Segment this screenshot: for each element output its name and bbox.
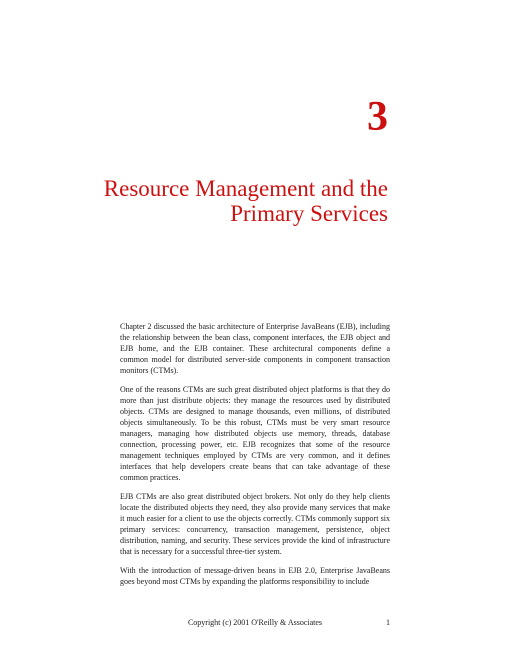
paragraph-3: EJB CTMs are also great distributed object brokers. Not only do they help clients locate the distributed objects they need, they also provide many services that make it much easier for a client to use the objects correctly. CTMs commonly support six primary services: concurrency, transaction management, persistence, object distribution, naming, and security. These services provide the kind of infrastructure that is necessary for a successful three-tier system. — [120, 492, 390, 556]
paragraph-2: One of the reasons CTMs are such great distributed object platforms is that they do more than just distribute objects: they manage the resources used by distributed objects. CTMs are designed to manage thousands, even millions, of distributed objects simultaneously. To be this robust, CTMs must be very smart resource managers, managing how distributed objects use memory, threads, database connection, processing power, etc. EJB recognizes that some of the resource management techniques employed by CTMs are very common, and it defines interfaces that help developers create beans that can take advantage of these common practices. — [120, 385, 390, 482]
chapter-title-line-2: Primary Services — [230, 201, 388, 226]
page-number: 1 — [386, 618, 390, 627]
chapter-number: 3 — [367, 94, 388, 140]
paragraph-4: With the introduction of message-driven beans in EJB 2.0, Enterprise JavaBeans goes beyond most CTMs by expanding the platforms responsibility to include — [120, 566, 390, 586]
chapter-title-line-1: Resource Management and the — [103, 176, 388, 201]
body-text — [120, 321, 390, 595]
paragraph-1: Chapter 2 discussed the basic architecture of Enterprise JavaBeans (EJB), including the relationship between the bean class, component interfaces, the EJB object and EJB home, and the EJB container. These architectural components define a common model for distributed server-side components in component transaction monitors (CTMs). — [120, 322, 390, 375]
chapter-title — [88, 176, 388, 226]
footer-copyright: Copyright (c) 2001 O'Reilly & Associates — [187, 618, 323, 627]
